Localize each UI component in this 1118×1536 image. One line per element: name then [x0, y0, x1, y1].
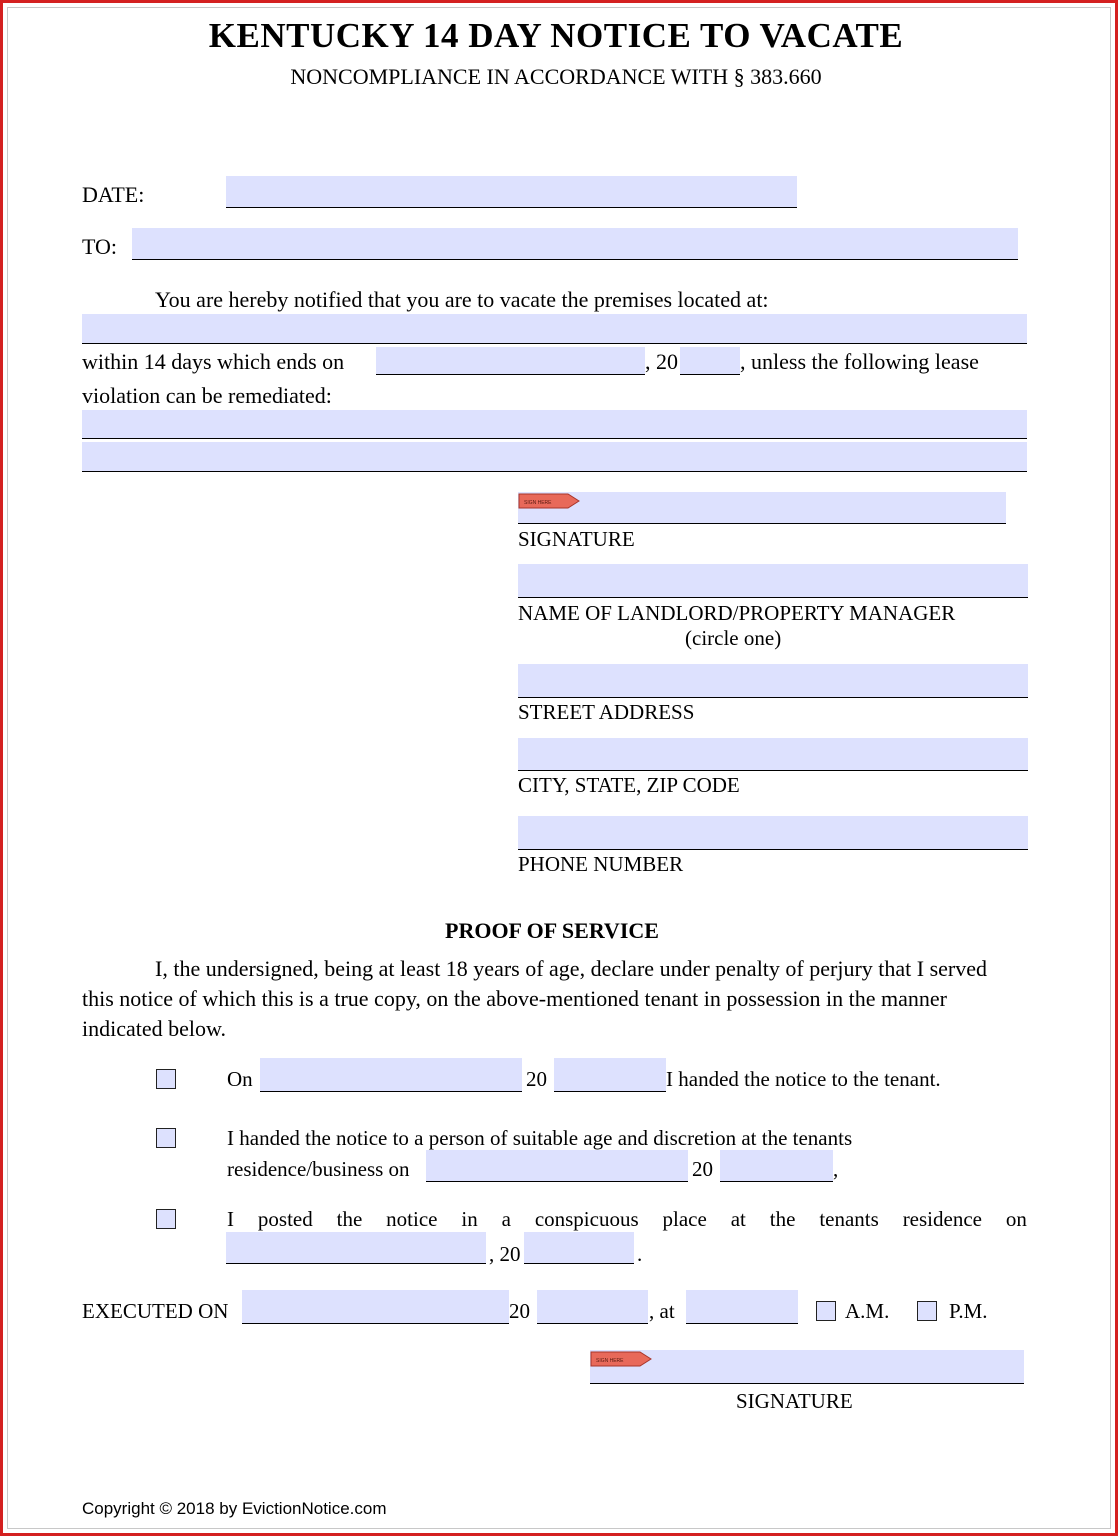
option1-20-text: 20 — [526, 1067, 547, 1091]
date-label: DATE: — [82, 182, 145, 207]
option3-year-field[interactable] — [524, 1232, 634, 1264]
sign-here-flag-icon[interactable] — [518, 493, 580, 509]
violation-text: violation can be remediated: — [82, 383, 332, 408]
executed-on-label: EXECUTED ON — [82, 1299, 229, 1323]
landlord-signature-field[interactable] — [518, 492, 1006, 524]
violation-field-1[interactable] — [82, 410, 1027, 439]
option-posted-checkbox[interactable] — [156, 1209, 176, 1229]
circle-one-note: (circle one) — [685, 626, 782, 650]
option3-word: conspicuous — [534, 1207, 639, 1231]
option3-word: at — [730, 1207, 746, 1231]
end-year-field[interactable] — [680, 347, 740, 375]
executed-year-field[interactable] — [537, 1290, 648, 1324]
page-title: KENTUCKY 14 DAY NOTICE TO VACATE — [208, 16, 904, 55]
option3-word: residence — [902, 1207, 982, 1231]
option2-20-text: 20 — [692, 1157, 713, 1181]
page-subtitle: NONCOMPLIANCE IN ACCORDANCE WITH § 383.660 — [290, 64, 822, 89]
landlord-name-label: NAME OF LANDLORD/PROPERTY MANAGER — [518, 601, 956, 625]
to-field[interactable] — [132, 228, 1018, 260]
option3-line1 — [227, 1207, 1027, 1232]
option3-word: notice — [386, 1207, 438, 1231]
phone-number-label: PHONE NUMBER — [518, 852, 684, 876]
pm-label: P.M. — [949, 1299, 988, 1323]
pm-checkbox[interactable] — [917, 1301, 937, 1321]
sign-here-flag-icon-2[interactable] — [590, 1351, 652, 1367]
option3-word: a — [501, 1207, 511, 1231]
street-address-label: STREET ADDRESS — [518, 700, 695, 724]
landlord-name-field[interactable] — [518, 564, 1028, 598]
am-label: A.M. — [845, 1299, 890, 1323]
proof-line-1: I, the undersigned, being at least 18 years of age, declare under penalty of perjury that I served — [155, 956, 988, 981]
phone-number-field[interactable] — [518, 816, 1028, 850]
executed-time-field[interactable] — [686, 1290, 798, 1324]
option2-line2-text: residence/business on — [227, 1157, 410, 1181]
copyright-text: Copyright © 2018 by EvictionNotice.com — [82, 1499, 387, 1518]
option1-on-text: On — [227, 1067, 253, 1091]
notice-intro: You are hereby notified that you are to vacate the premises located at: — [155, 287, 769, 312]
comma-20-text: , 20 — [645, 349, 678, 374]
at-text: , at — [649, 1299, 675, 1323]
city-state-zip-label: CITY, STATE, ZIP CODE — [518, 773, 740, 797]
city-state-zip-field[interactable] — [518, 738, 1028, 771]
proof-line-2: this notice of which this is a true copy, on the above-mentioned tenant in possession in the manner — [82, 986, 947, 1011]
option3-word: I — [227, 1207, 234, 1231]
premises-address-field[interactable] — [82, 314, 1027, 344]
option2-comma: , — [833, 1157, 839, 1181]
option3-20-text: , 20 — [489, 1242, 521, 1266]
server-signature-label: SIGNATURE — [736, 1389, 853, 1413]
proof-line-3: indicated below. — [82, 1016, 226, 1041]
date-field[interactable] — [226, 176, 797, 208]
end-date-field[interactable] — [376, 347, 645, 375]
option3-word: place — [662, 1207, 707, 1231]
option1-date-field[interactable] — [260, 1058, 522, 1092]
violation-field-2[interactable] — [82, 442, 1027, 472]
option3-word: in — [461, 1207, 478, 1231]
option3-date-field[interactable] — [226, 1232, 486, 1264]
option2-year-field[interactable] — [720, 1150, 833, 1182]
executed-date-field[interactable] — [242, 1290, 509, 1324]
unless-text: , unless the following lease — [740, 349, 979, 374]
option-handed-tenant-checkbox[interactable] — [156, 1069, 176, 1089]
street-address-field[interactable] — [518, 664, 1028, 698]
option3-word: the — [336, 1207, 363, 1231]
option3-word: on — [1005, 1207, 1027, 1231]
server-signature-field[interactable] — [590, 1350, 1024, 1384]
option3-word: posted — [257, 1207, 313, 1231]
option3-period: . — [637, 1242, 643, 1266]
option1-tail-text: I handed the notice to the tenant. — [666, 1067, 941, 1091]
option1-year-field[interactable] — [554, 1058, 666, 1092]
sign-here-tag-text: SIGN HERE — [596, 1358, 624, 1364]
within-text: within 14 days which ends on — [82, 349, 345, 374]
executed-20-text: 20 — [509, 1299, 530, 1323]
landlord-signature-label: SIGNATURE — [518, 527, 635, 551]
option3-word: tenants — [819, 1207, 879, 1231]
option3-word: the — [769, 1207, 796, 1231]
am-checkbox[interactable] — [816, 1301, 836, 1321]
to-label: TO: — [82, 234, 118, 259]
proof-of-service-heading: PROOF OF SERVICE — [445, 918, 659, 943]
option-suitable-person-checkbox[interactable] — [156, 1128, 176, 1148]
sign-here-tag-text: SIGN HERE — [524, 500, 552, 506]
option2-line1-text: I handed the notice to a person of suitable age and discretion at the tenants — [227, 1126, 853, 1150]
option2-date-field[interactable] — [426, 1150, 688, 1182]
